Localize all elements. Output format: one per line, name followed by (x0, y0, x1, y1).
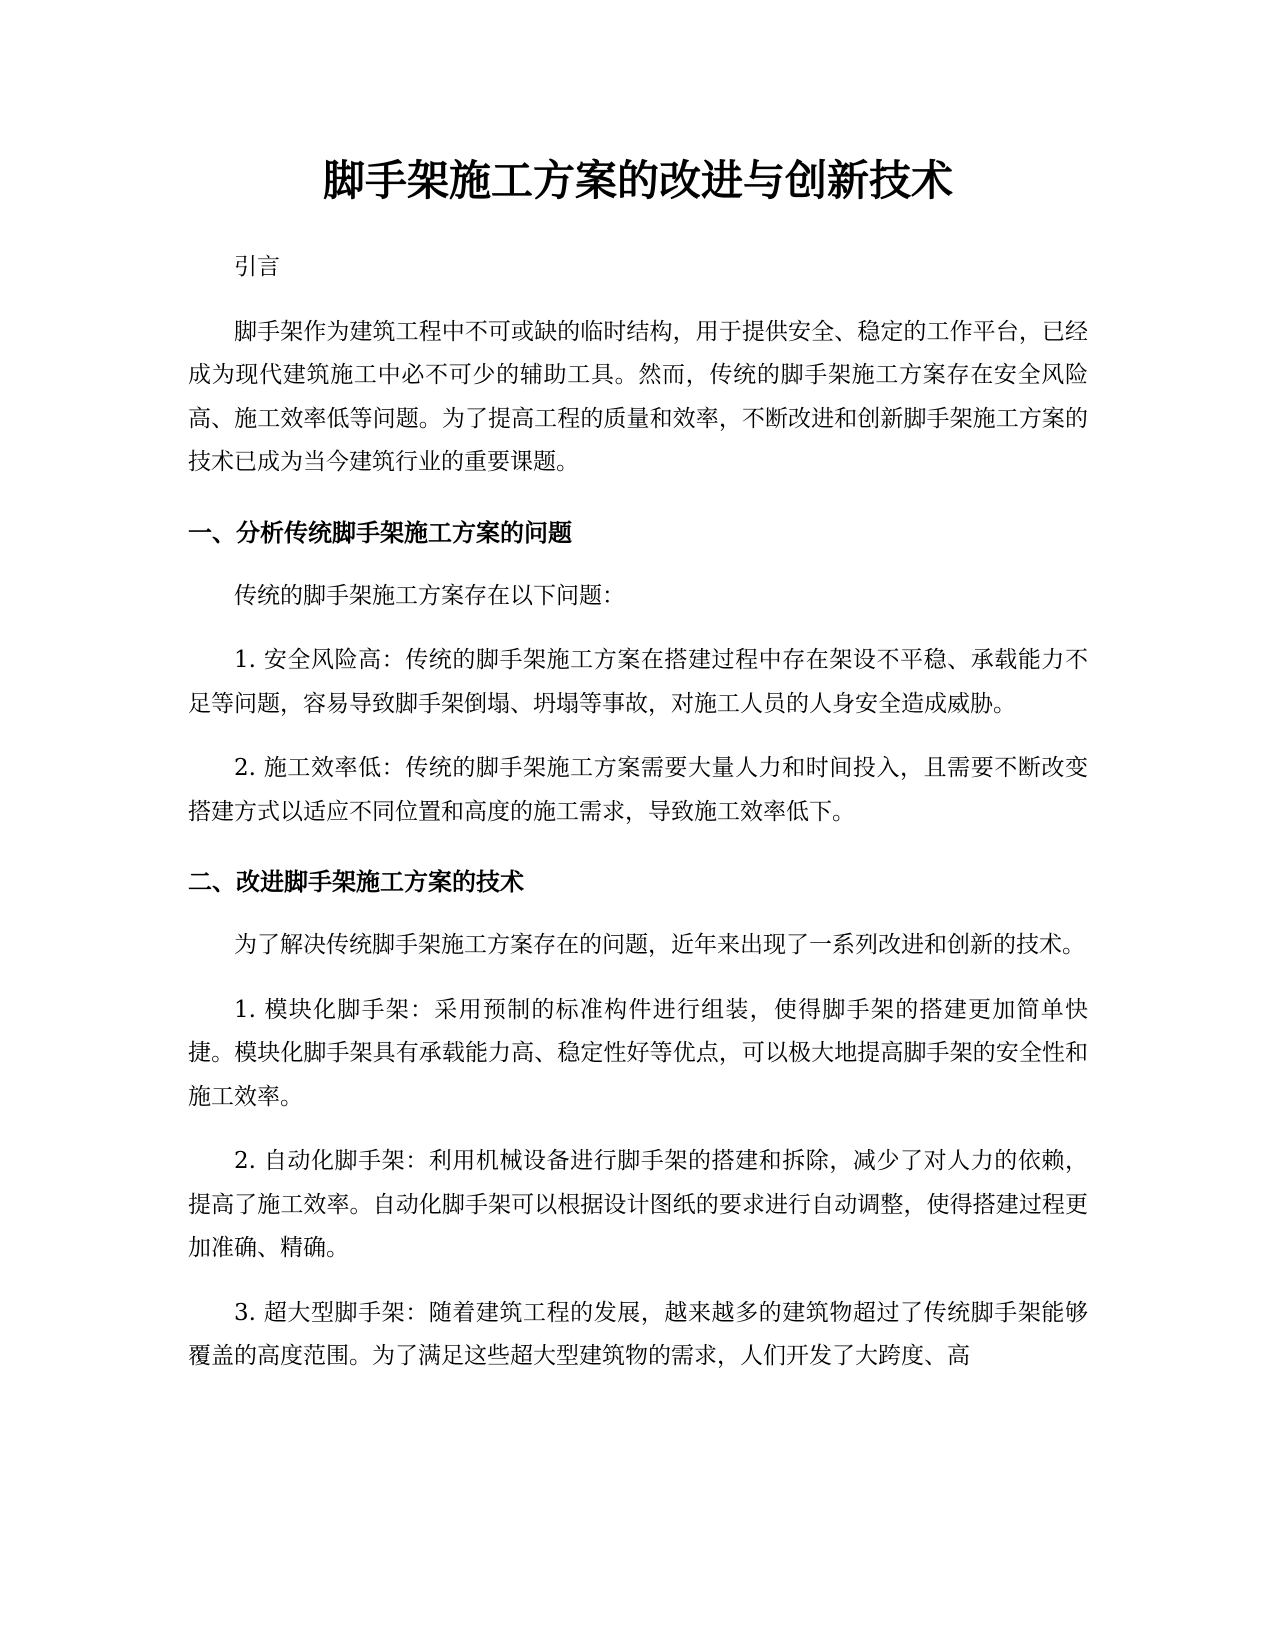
intro-label: 引言 (234, 254, 280, 280)
section-2-item: 2. 自动化脚手架：利用机械设备进行脚手架的搭建和拆除，减少了对人力的依赖，提高了施工效率。自动化脚手架可以根据设计图纸的要求进行自动调整，使得搭建过程更加准确、精确。 (188, 1148, 1088, 1261)
section-1-heading: 一、分析传统脚手架施工方案的问题 (188, 518, 572, 547)
section-1-item: 2. 施工效率低：传统的脚手架施工方案需要大量人力和时间投入，且需要不断改变搭建方式以适应不同位置和高度的施工需求，导致施工效率低下。 (188, 755, 1088, 825)
document-title: 脚手架施工方案的改进与创新技术 (322, 156, 953, 205)
section-2-lead: 为了解决传统脚手架施工方案存在的问题，近年来出现了一系列改进和创新的技术。 (234, 932, 1085, 958)
section-2-item: 1. 模块化脚手架：采用预制的标准构件进行组装，使得脚手架的搭建更加简单快捷。模块化脚手架具有承载能力高、稳定性好等优点，可以极大地提高脚手架的安全性和施工效率。 (188, 996, 1088, 1110)
section-2-item: 3. 超大型脚手架：随着建筑工程的发展，越来越多的建筑物超过了传统脚手架能够覆盖的高度范围。为了满足这些超大型建筑物的需求，人们开发了大跨度、高 (188, 1299, 1088, 1369)
section-1-item: 1. 安全风险高：传统的脚手架施工方案在搭建过程中存在架设不平稳、承载能力不足等问题，容易导致脚手架倒塌、坍塌等事故，对施工人员的人身安全造成威胁。 (188, 647, 1088, 717)
section-1-lead: 传统的脚手架施工方案存在以下问题： (234, 582, 625, 609)
section-2-heading: 二、改进脚手架施工方案的技术 (188, 868, 524, 896)
document-body (188, 152, 1088, 1400)
intro-paragraph: 脚手架作为建筑工程中不可或缺的临时结构，用于提供安全、稳定的工作平台，已经成为现代建筑施工中必不可少的辅助工具。然而，传统的脚手架施工方案存在安全风险高、施工效率低等问题。为了提高工程的质量和效率，不断改进和创新脚手架施工方案的技术已成为当今建筑行业的重要课题。 (188, 318, 1088, 475)
